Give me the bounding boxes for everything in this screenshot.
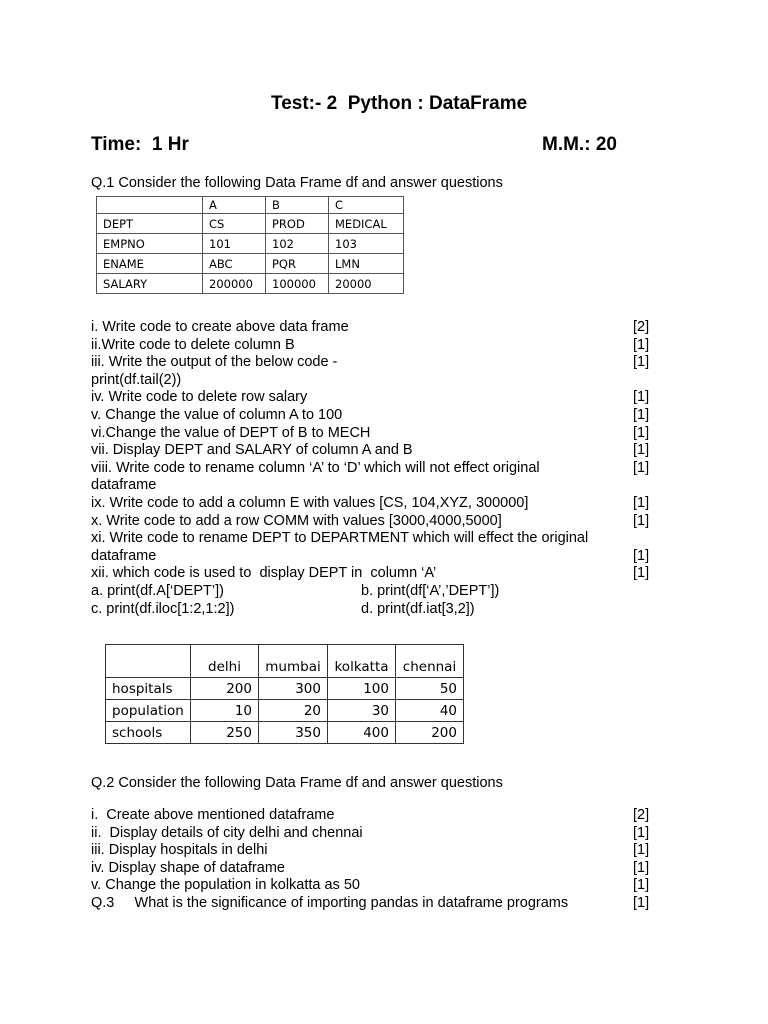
question-text: viii. Write code to rename column ‘A’ to ‘D’ which will not effect original xyxy=(91,459,540,476)
list-item xyxy=(91,319,651,337)
list-item xyxy=(91,860,651,878)
table-cell: 100 xyxy=(328,678,396,700)
q2-heading: Q.2 Consider the following Data Frame df and answer questions xyxy=(91,775,503,791)
marks-label: [1] xyxy=(633,406,650,423)
marks-label: [1] xyxy=(633,877,650,894)
table-header-cell xyxy=(97,197,203,214)
table-header-cell: chennai xyxy=(396,645,464,678)
question-text: vii. Display DEPT and SALARY of column A and B xyxy=(91,442,413,459)
question-text: v. Change the value of column A to 100 xyxy=(91,406,343,423)
list-item xyxy=(91,442,651,460)
question-text: x. Write code to add a row COMM with values [3000,4000,5000] xyxy=(91,512,502,529)
marks-label: [1] xyxy=(633,859,650,876)
table-cell: 100000 xyxy=(266,274,329,294)
table-cell: PROD xyxy=(266,214,329,234)
marks-label: [1] xyxy=(633,424,650,441)
table-cell: 200 xyxy=(191,678,259,700)
table-cell: ABC xyxy=(203,254,266,274)
question-text: iii. Display hospitals in delhi xyxy=(91,842,268,859)
table-cell: 103 xyxy=(329,234,404,254)
table-header-cell xyxy=(106,645,191,678)
marks-label: [1] xyxy=(633,336,650,353)
marks-label: [1] xyxy=(633,459,650,476)
question-text: iv. Write code to delete row salary xyxy=(91,389,308,406)
option-row xyxy=(91,601,651,619)
q2-dataframe-table xyxy=(105,644,464,744)
table-cell: schools xyxy=(106,722,191,744)
list-item xyxy=(91,407,651,425)
question-text: dataframe xyxy=(91,477,157,494)
table-cell: EMPNO xyxy=(97,234,203,254)
question-text: i. Write code to create above data frame xyxy=(91,319,349,335)
marks-label: [2] xyxy=(633,807,650,823)
question-text: iv. Display shape of dataframe xyxy=(91,859,285,876)
table-cell: ENAME xyxy=(97,254,203,274)
question-text: dataframe xyxy=(91,547,157,564)
list-item xyxy=(91,825,651,843)
table-cell: MEDICAL xyxy=(329,214,404,234)
table-cell: 20000 xyxy=(329,274,404,294)
table-cell: 350 xyxy=(259,722,328,744)
marks-label: [1] xyxy=(633,494,650,511)
list-item xyxy=(91,565,651,583)
max-marks-label: M.M.: 20 xyxy=(542,134,617,155)
list-item xyxy=(91,354,651,372)
table-row xyxy=(97,214,404,234)
table-cell: PQR xyxy=(266,254,329,274)
q1-heading: Q.1 Consider the following Data Frame df and answer questions xyxy=(91,175,503,191)
table-cell: 200000 xyxy=(203,274,266,294)
marks-label: [1] xyxy=(633,547,650,564)
table-cell: 101 xyxy=(203,234,266,254)
question-text: vi.Change the value of DEPT of B to MECH xyxy=(91,424,371,441)
table-row xyxy=(97,234,404,254)
option-d: d. print(df.iat[3,2]) xyxy=(361,600,475,617)
table-cell: 102 xyxy=(266,234,329,254)
marks-label: [1] xyxy=(633,565,650,582)
table-row xyxy=(106,700,464,722)
marks-label: [2] xyxy=(633,319,650,335)
list-item xyxy=(91,372,651,390)
marks-label: [1] xyxy=(633,894,650,911)
table-header-cell: C xyxy=(329,197,404,214)
table-header-cell: A xyxy=(203,197,266,214)
table-cell: 250 xyxy=(191,722,259,744)
list-item xyxy=(91,495,651,513)
table-cell: DEPT xyxy=(97,214,203,234)
table-header-cell: kolkatta xyxy=(328,645,396,678)
table-header-row xyxy=(97,197,404,214)
list-item xyxy=(91,530,651,548)
table-row xyxy=(97,254,404,274)
question-text: xii. which code is used to display DEPT in column ‘A’ xyxy=(91,565,437,582)
option-a: a. print(df.A[‘DEPT’]) xyxy=(91,582,224,599)
table-cell: 40 xyxy=(396,700,464,722)
list-item xyxy=(91,425,651,443)
time-label: Time: 1 Hr xyxy=(91,134,189,155)
table-cell: 20 xyxy=(259,700,328,722)
table-header-row xyxy=(106,645,464,678)
table-cell: population xyxy=(106,700,191,722)
table-header-cell: mumbai xyxy=(259,645,328,678)
question-text: i. Create above mentioned dataframe xyxy=(91,807,335,823)
list-item xyxy=(91,337,651,355)
marks-label: [1] xyxy=(633,389,650,406)
marks-label: [1] xyxy=(633,442,650,459)
table-row xyxy=(106,722,464,744)
marks-label: [1] xyxy=(633,842,650,859)
question-text: ii.Write code to delete column B xyxy=(91,336,295,353)
table-cell: 200 xyxy=(396,722,464,744)
table-cell: LMN xyxy=(329,254,404,274)
page-title: Test:- 2 Python : DataFrame xyxy=(271,93,528,114)
table-cell: hospitals xyxy=(106,678,191,700)
marks-label: [1] xyxy=(633,824,650,841)
list-item xyxy=(91,548,651,566)
q1-dataframe-table xyxy=(96,196,404,294)
list-item xyxy=(91,389,651,407)
question-text: ix. Write code to add a column E with values [CS, 104,XYZ, 300000] xyxy=(91,494,529,511)
list-item xyxy=(91,477,651,495)
table-header-cell: delhi xyxy=(191,645,259,678)
marks-label: [1] xyxy=(633,512,650,529)
table-cell: SALARY xyxy=(97,274,203,294)
table-cell: CS xyxy=(203,214,266,234)
list-item xyxy=(91,877,651,895)
option-b: b. print(df[‘A’,’DEPT’]) xyxy=(361,582,500,599)
question-text: Q.3 What is the significance of importing pandas in dataframe programs xyxy=(91,894,569,911)
list-item xyxy=(91,460,651,478)
question-text: v. Change the population in kolkatta as 50 xyxy=(91,877,360,894)
q1-question-list xyxy=(91,319,651,618)
marks-label: [1] xyxy=(633,354,650,371)
option-c: c. print(df.iloc[1:2,1:2]) xyxy=(91,600,235,617)
question-text: iii. Write the output of the below code - xyxy=(91,354,338,371)
question-text: print(df.tail(2)) xyxy=(91,371,182,388)
table-cell: 30 xyxy=(328,700,396,722)
table-row xyxy=(97,274,404,294)
list-item xyxy=(91,513,651,531)
question-text: ii. Display details of city delhi and chennai xyxy=(91,824,363,841)
option-row xyxy=(91,583,651,601)
list-item xyxy=(91,807,651,825)
q2-question-list xyxy=(91,807,651,913)
question-text: xi. Write code to rename DEPT to DEPARTMENT which will effect the original xyxy=(91,530,589,547)
table-cell: 300 xyxy=(259,678,328,700)
table-row xyxy=(106,678,464,700)
table-cell: 10 xyxy=(191,700,259,722)
table-header-cell: B xyxy=(266,197,329,214)
list-item xyxy=(91,842,651,860)
table-cell: 400 xyxy=(328,722,396,744)
table-cell: 50 xyxy=(396,678,464,700)
list-item xyxy=(91,895,651,913)
